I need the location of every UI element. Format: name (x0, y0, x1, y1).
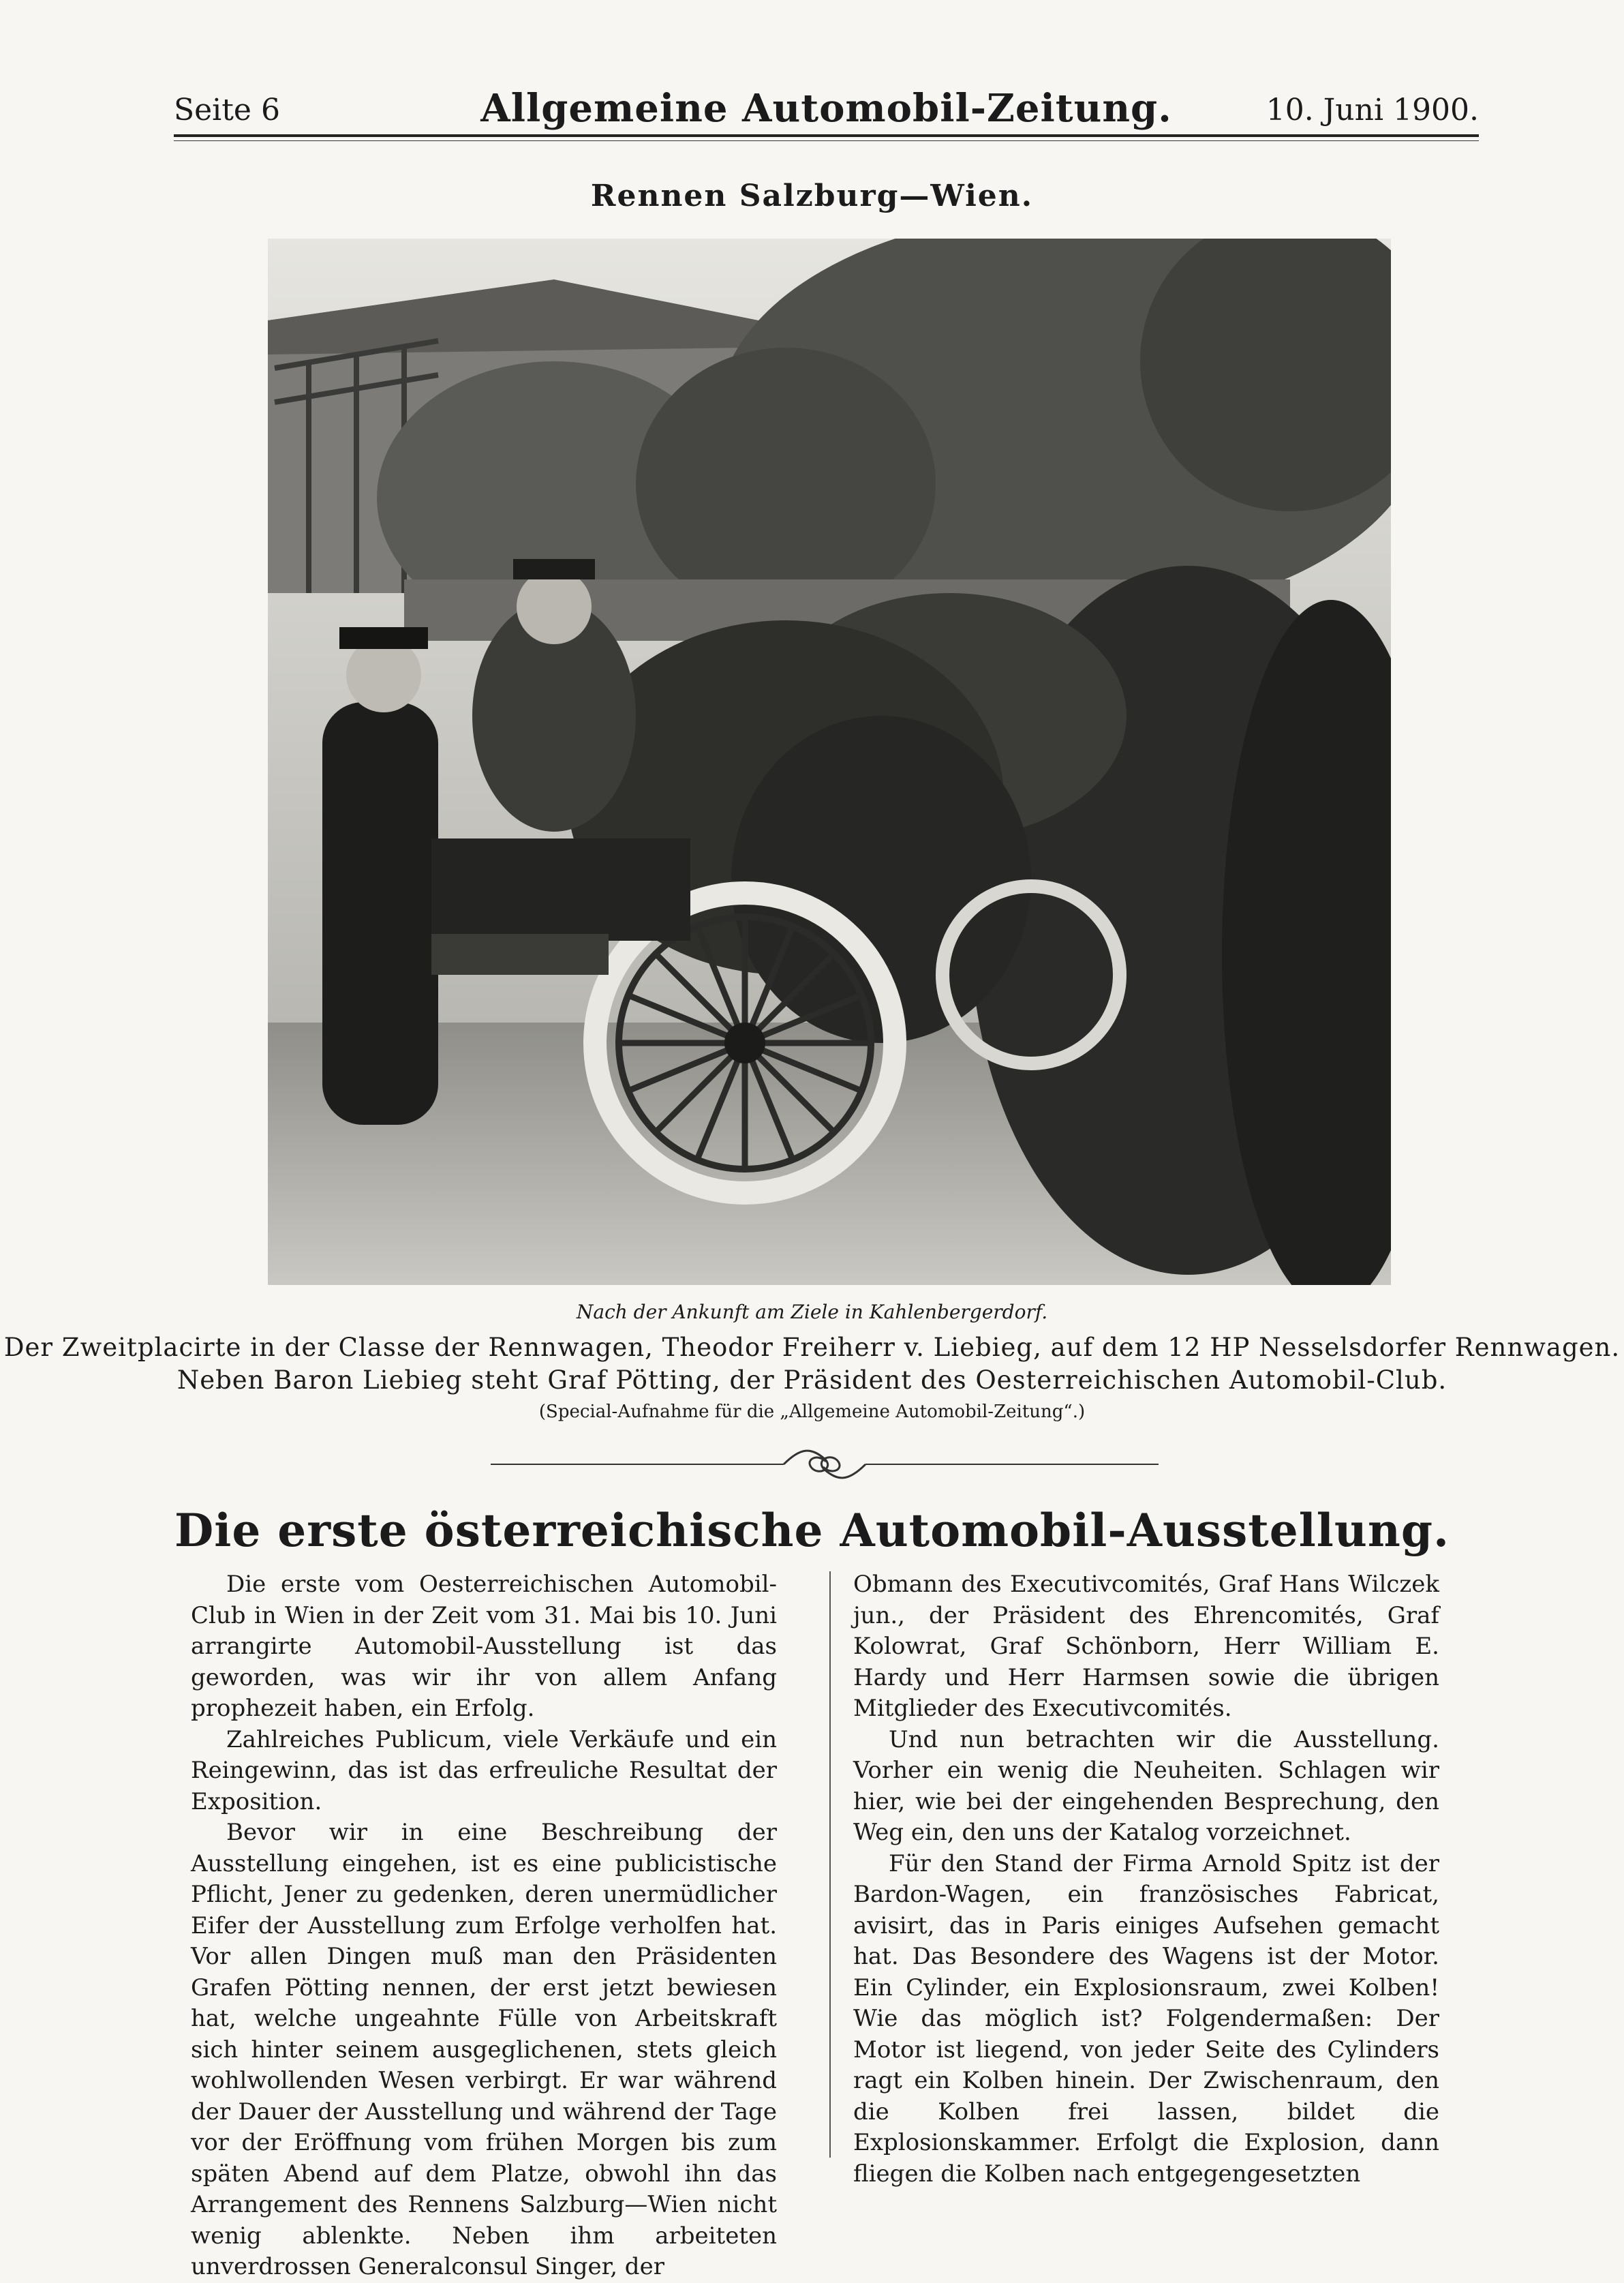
photo-credit: (Special-Aufnahme für die „Allgemeine Automobil-Zeitung“.) (538, 1402, 1086, 1422)
photo-caption-line-1: Der Zweitplacirte in der Classe der Rennwagen, Theodor Freiherr v. Liebieg, auf dem 12 HP Nesselsdorfer Rennwagen. (3, 1333, 1621, 1362)
paragraph: Für den Stand der Firma Arnold Spitz ist der Bardon-Wagen, ein französisches Fabricat, avisirt, das in Paris einiges Aufsehen gemacht hat. Das Besondere des Wagens ist der Motor. Ein Cylinder, ein Explosionsraum, zwei Kolben! Wie das möglich ist? Folgendermaßen: Der Motor ist liegend, von jeder Seite des Cylinders ragt ein Kolben hinein. Der Zwischenraum, den die Kolben frei lassen, bildet die Explosionskammer. Erfolgt die Explosion, dann fliegen die Kolben nach entgegengesetzten (853, 1849, 1439, 2188)
section-divider-ornament (491, 1444, 1159, 1485)
article-column-right (853, 1569, 1439, 2190)
article-title: Die erste österreichische Automobil-Ausstellung. (174, 1504, 1450, 1557)
header-rule-thick (174, 134, 1479, 137)
page-header (174, 80, 1479, 142)
photo-caption-line-2: Neben Baron Liebieg steht Graf Pötting, der Präsident des Oesterreichischen Automobil-Club. (177, 1365, 1447, 1395)
photo-caption-location: Nach der Ankunft am Ziele in Kahlenbergerdorf. (576, 1301, 1048, 1323)
newspaper-title: Allgemeine Automobil-Zeitung. (480, 86, 1172, 131)
paragraph: Zahlreiches Publicum, viele Verkäufe und ein Reingewinn, das ist das erfreuliche Resultat der Exposition. (191, 1725, 777, 1815)
paragraph: Bevor wir in eine Beschreibung der Ausstellung eingehen, ist es eine publicistische Pflicht, Jener zu gedenken, deren unermüdlicher Eifer der Ausstellung zum Erfolge verholfen hat. Vor allen Dingen muß man den Präsidenten Grafen Pötting nennen, der erst jetzt bewiesen hat, welche ungeahnte Fülle von Arbeitskraft sich hinter seinem ausgeglichenen, stets gleich wohlwollenden Wesen verbirgt. Er war während der Dauer der Ausstellung und während der Tage vor der Eröffnung vom frühen Morgen bis zum späten Abend auf dem Platze, obwohl ihn das Arrangement des Rennens Salzburg—Wien nicht wenig ablenkte. Neben ihm arbeiteten unverdrossen Generalconsul Singer, der (191, 1819, 777, 2280)
issue-date: 10. Juni 1900. (1266, 93, 1479, 127)
paragraph: Die erste vom Oesterreichischen Automobil-Club in Wien in der Zeit vom 31. Mai bis 10. Juni arrangirte Automobil-Ausstellung ist das geworden, was wir ihr von allem Anfang prophezeit haben, ein Erfolg. (191, 1571, 777, 1722)
paragraph: Obmann des Executivcomités, Graf Hans Wilczek jun., der Präsident des Ehrencomités, Graf Kolowrat, Graf Schönborn, Herr William E. Hardy und Herr Harmsen sowie die übrigen Mitglieder des Executivcomités. (853, 1571, 1439, 1722)
page-number: Seite 6 (174, 93, 280, 127)
section-title: Rennen Salzburg—Wien. (590, 179, 1034, 213)
race-photo (268, 239, 1391, 1285)
article-column-left (191, 1569, 777, 2283)
header-rule-thin (174, 140, 1479, 141)
paragraph: Und nun betrachten wir die Ausstellung. Vorher ein wenig die Neuheiten. Schlagen wir hier, wie bei der eingehenden Besprechung, den Weg ein, den uns der Katalog vorzeichnet. (853, 1725, 1439, 1846)
column-divider (829, 1571, 831, 2158)
